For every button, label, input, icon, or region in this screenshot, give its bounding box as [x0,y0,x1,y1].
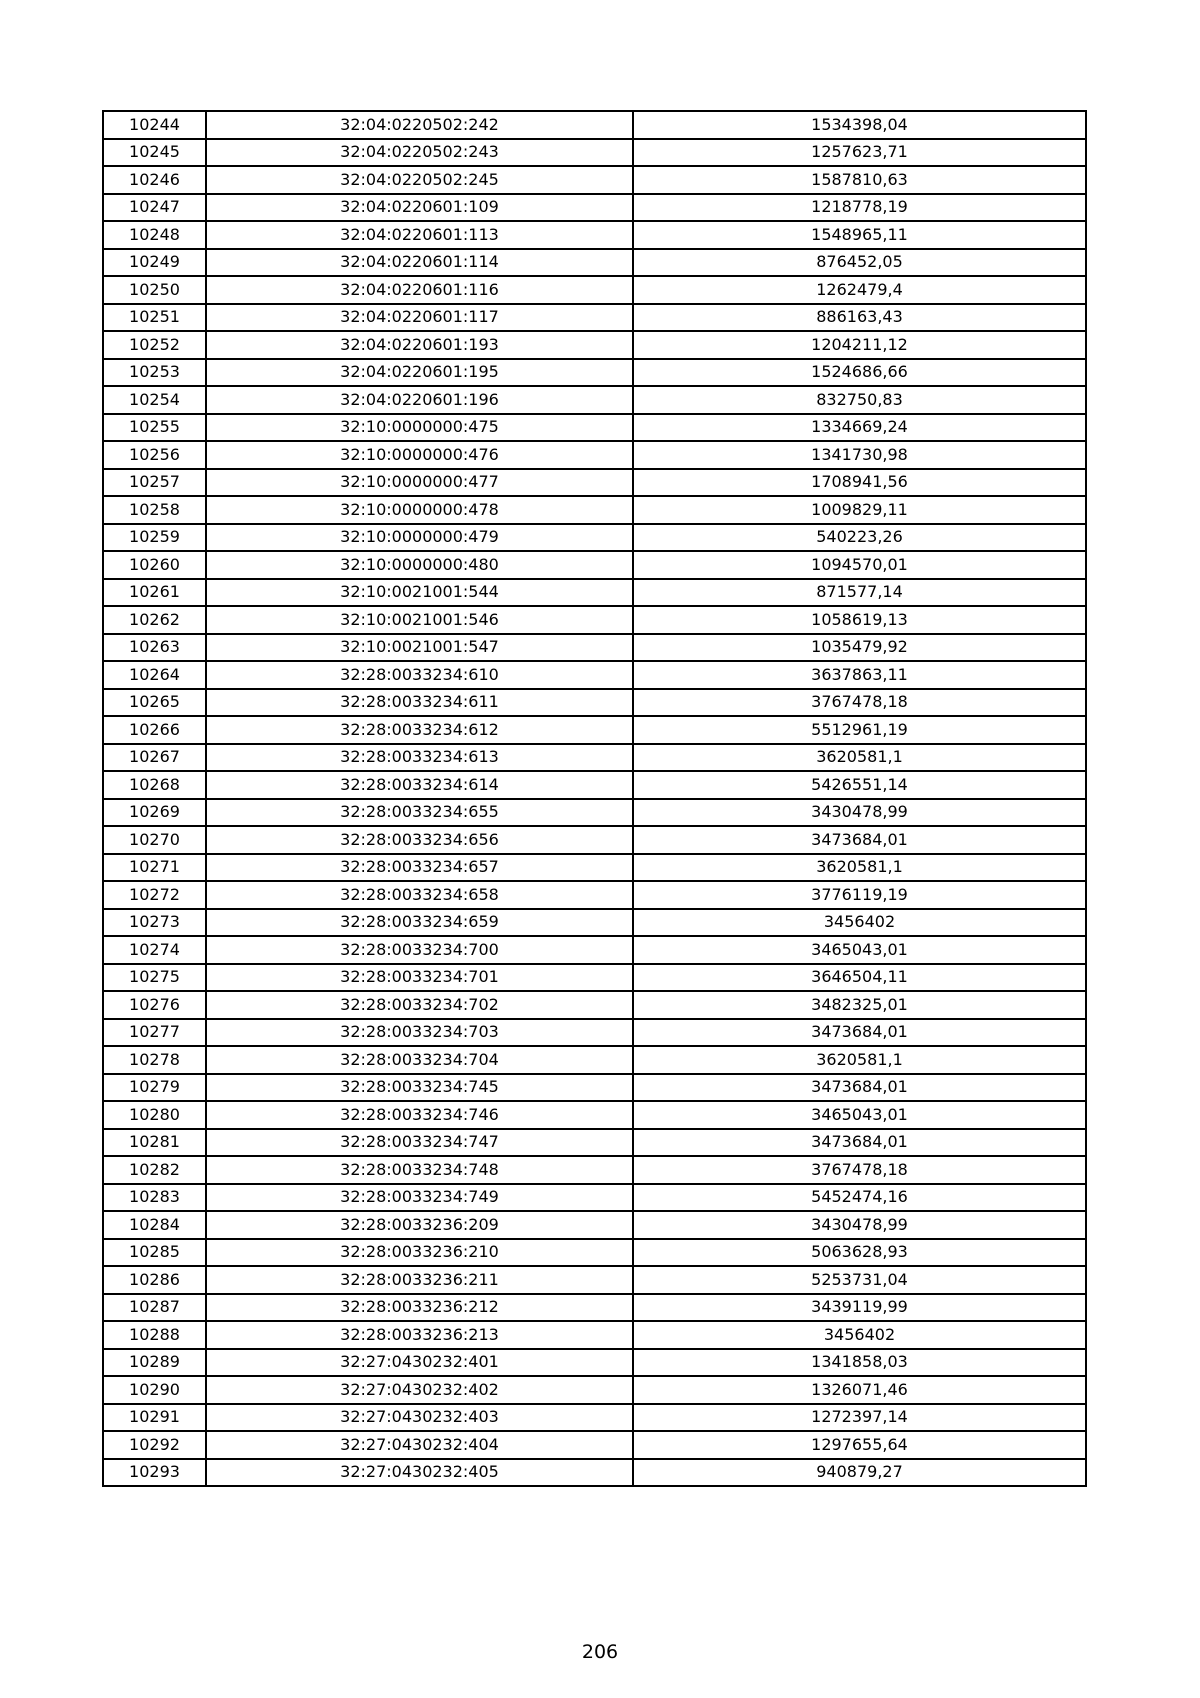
cadastral-number-cell: 32:28:0033234:745 [206,1074,633,1102]
table-row [103,111,1086,139]
value-cell: 3430478,99 [633,1211,1086,1239]
table-row [103,1156,1086,1184]
table-row [103,441,1086,469]
table-row [103,221,1086,249]
cadastral-number-cell: 32:28:0033234:701 [206,964,633,992]
row-number-cell: 10284 [103,1211,206,1239]
cadastral-number-cell: 32:04:0220502:242 [206,111,633,139]
cadastral-number-cell: 32:28:0033234:658 [206,881,633,909]
row-number-cell: 10272 [103,881,206,909]
cadastral-number-cell: 32:28:0033234:611 [206,689,633,717]
row-number-cell: 10254 [103,386,206,414]
row-number-cell: 10265 [103,689,206,717]
value-cell: 5426551,14 [633,771,1086,799]
table-row [103,1239,1086,1267]
value-cell: 1204211,12 [633,331,1086,359]
table-row [103,1294,1086,1322]
table-row [103,304,1086,332]
table-row [103,276,1086,304]
data-table [102,110,1087,1487]
row-number-cell: 10276 [103,991,206,1019]
table-row [103,1129,1086,1157]
cadastral-number-cell: 32:04:0220601:117 [206,304,633,332]
value-cell: 3439119,99 [633,1294,1086,1322]
table-row [103,1074,1086,1102]
row-number-cell: 10281 [103,1129,206,1157]
cadastral-number-cell: 32:27:0430232:401 [206,1349,633,1377]
cadastral-number-cell: 32:28:0033234:610 [206,661,633,689]
value-cell: 3465043,01 [633,936,1086,964]
table-row [103,936,1086,964]
value-cell: 1257623,71 [633,139,1086,167]
row-number-cell: 10285 [103,1239,206,1267]
table-row [103,661,1086,689]
table-row [103,414,1086,442]
cadastral-number-cell: 32:10:0021001:547 [206,634,633,662]
table-row [103,1266,1086,1294]
value-cell: 3473684,01 [633,1019,1086,1047]
cadastral-number-cell: 32:28:0033234:749 [206,1184,633,1212]
table-row [103,1046,1086,1074]
cadastral-number-cell: 32:10:0021001:544 [206,579,633,607]
table-row [103,909,1086,937]
value-cell: 3620581,1 [633,854,1086,882]
cadastral-number-cell: 32:28:0033236:212 [206,1294,633,1322]
cadastral-number-cell: 32:10:0000000:479 [206,524,633,552]
row-number-cell: 10259 [103,524,206,552]
row-number-cell: 10249 [103,249,206,277]
cadastral-number-cell: 32:28:0033234:747 [206,1129,633,1157]
row-number-cell: 10267 [103,744,206,772]
value-cell: 1009829,11 [633,496,1086,524]
cadastral-number-cell: 32:27:0430232:403 [206,1404,633,1432]
cadastral-number-cell: 32:04:0220601:193 [206,331,633,359]
cadastral-number-cell: 32:10:0021001:546 [206,606,633,634]
value-cell: 3473684,01 [633,1074,1086,1102]
row-number-cell: 10278 [103,1046,206,1074]
value-cell: 3473684,01 [633,1129,1086,1157]
cadastral-number-cell: 32:28:0033234:746 [206,1101,633,1129]
value-cell: 1058619,13 [633,606,1086,634]
row-number-cell: 10260 [103,551,206,579]
cadastral-number-cell: 32:04:0220502:243 [206,139,633,167]
cadastral-number-cell: 32:04:0220601:109 [206,194,633,222]
cadastral-number-cell: 32:10:0000000:477 [206,469,633,497]
table-row [103,551,1086,579]
table-row [103,716,1086,744]
table-row [103,1349,1086,1377]
cadastral-number-cell: 32:28:0033234:700 [206,936,633,964]
row-number-cell: 10264 [103,661,206,689]
table-row [103,606,1086,634]
value-cell: 3456402 [633,1321,1086,1349]
table-row [103,854,1086,882]
cadastral-number-cell: 32:04:0220601:113 [206,221,633,249]
row-number-cell: 10247 [103,194,206,222]
value-cell: 886163,43 [633,304,1086,332]
value-cell: 3767478,18 [633,1156,1086,1184]
value-cell: 540223,26 [633,524,1086,552]
table-row [103,359,1086,387]
row-number-cell: 10268 [103,771,206,799]
row-number-cell: 10290 [103,1376,206,1404]
cadastral-number-cell: 32:10:0000000:478 [206,496,633,524]
table-row [103,166,1086,194]
row-number-cell: 10256 [103,441,206,469]
table-row [103,331,1086,359]
row-number-cell: 10277 [103,1019,206,1047]
value-cell: 832750,83 [633,386,1086,414]
row-number-cell: 10280 [103,1101,206,1129]
row-number-cell: 10269 [103,799,206,827]
page-number: 206 [581,1641,619,1663]
value-cell: 1708941,56 [633,469,1086,497]
table-row [103,1459,1086,1487]
value-cell: 1326071,46 [633,1376,1086,1404]
table-row [103,469,1086,497]
value-cell: 1262479,4 [633,276,1086,304]
value-cell: 3620581,1 [633,744,1086,772]
cadastral-number-cell: 32:04:0220601:116 [206,276,633,304]
value-cell: 5253731,04 [633,1266,1086,1294]
row-number-cell: 10270 [103,826,206,854]
row-number-cell: 10291 [103,1404,206,1432]
row-number-cell: 10289 [103,1349,206,1377]
value-cell: 3430478,99 [633,799,1086,827]
value-cell: 3473684,01 [633,826,1086,854]
cadastral-number-cell: 32:28:0033236:209 [206,1211,633,1239]
cadastral-number-cell: 32:28:0033234:613 [206,744,633,772]
table-row [103,689,1086,717]
value-cell: 3767478,18 [633,689,1086,717]
row-number-cell: 10279 [103,1074,206,1102]
row-number-cell: 10287 [103,1294,206,1322]
value-cell: 1094570,01 [633,551,1086,579]
table-row [103,634,1086,662]
table-row [103,496,1086,524]
value-cell: 1035479,92 [633,634,1086,662]
table-row [103,964,1086,992]
value-cell: 1334669,24 [633,414,1086,442]
cadastral-number-cell: 32:28:0033236:210 [206,1239,633,1267]
row-number-cell: 10250 [103,276,206,304]
table-row [103,139,1086,167]
value-cell: 876452,05 [633,249,1086,277]
table-row [103,799,1086,827]
table-row [103,826,1086,854]
cadastral-number-cell: 32:10:0000000:475 [206,414,633,442]
row-number-cell: 10271 [103,854,206,882]
value-cell: 5063628,93 [633,1239,1086,1267]
row-number-cell: 10244 [103,111,206,139]
row-number-cell: 10261 [103,579,206,607]
table-row [103,579,1086,607]
value-cell: 3482325,01 [633,991,1086,1019]
cadastral-number-cell: 32:04:0220502:245 [206,166,633,194]
row-number-cell: 10288 [103,1321,206,1349]
row-number-cell: 10263 [103,634,206,662]
value-cell: 1587810,63 [633,166,1086,194]
row-number-cell: 10262 [103,606,206,634]
cadastral-number-cell: 32:28:0033234:659 [206,909,633,937]
table-row [103,1431,1086,1459]
value-cell: 1341730,98 [633,441,1086,469]
table-row [103,249,1086,277]
table-row [103,1376,1086,1404]
value-cell: 3776119,19 [633,881,1086,909]
table-row [103,1404,1086,1432]
cadastral-number-cell: 32:10:0000000:476 [206,441,633,469]
row-number-cell: 10286 [103,1266,206,1294]
value-cell: 5452474,16 [633,1184,1086,1212]
row-number-cell: 10245 [103,139,206,167]
table-row [103,1211,1086,1239]
row-number-cell: 10292 [103,1431,206,1459]
table-row [103,524,1086,552]
cadastral-number-cell: 32:28:0033234:748 [206,1156,633,1184]
row-number-cell: 10275 [103,964,206,992]
cadastral-number-cell: 32:27:0430232:402 [206,1376,633,1404]
value-cell: 1341858,03 [633,1349,1086,1377]
row-number-cell: 10252 [103,331,206,359]
cadastral-number-cell: 32:28:0033234:614 [206,771,633,799]
table-row [103,991,1086,1019]
cadastral-number-cell: 32:27:0430232:405 [206,1459,633,1487]
cadastral-number-cell: 32:28:0033236:213 [206,1321,633,1349]
cadastral-number-cell: 32:04:0220601:196 [206,386,633,414]
row-number-cell: 10274 [103,936,206,964]
row-number-cell: 10253 [103,359,206,387]
row-number-cell: 10282 [103,1156,206,1184]
value-cell: 3465043,01 [633,1101,1086,1129]
value-cell: 940879,27 [633,1459,1086,1487]
cadastral-number-cell: 32:28:0033234:703 [206,1019,633,1047]
row-number-cell: 10248 [103,221,206,249]
cadastral-number-cell: 32:04:0220601:114 [206,249,633,277]
value-cell: 3637863,11 [633,661,1086,689]
table-body [103,111,1086,1486]
value-cell: 871577,14 [633,579,1086,607]
row-number-cell: 10273 [103,909,206,937]
row-number-cell: 10255 [103,414,206,442]
cadastral-number-cell: 32:04:0220601:195 [206,359,633,387]
value-cell: 1218778,19 [633,194,1086,222]
value-cell: 3620581,1 [633,1046,1086,1074]
value-cell: 1524686,66 [633,359,1086,387]
table-row [103,744,1086,772]
value-cell: 1534398,04 [633,111,1086,139]
table-row [103,1321,1086,1349]
table-row [103,1101,1086,1129]
value-cell: 1548965,11 [633,221,1086,249]
value-cell: 5512961,19 [633,716,1086,744]
row-number-cell: 10251 [103,304,206,332]
cadastral-number-cell: 32:27:0430232:404 [206,1431,633,1459]
row-number-cell: 10258 [103,496,206,524]
row-number-cell: 10293 [103,1459,206,1487]
value-cell: 1297655,64 [633,1431,1086,1459]
cadastral-number-cell: 32:28:0033234:656 [206,826,633,854]
row-number-cell: 10246 [103,166,206,194]
cadastral-number-cell: 32:28:0033234:657 [206,854,633,882]
cadastral-number-cell: 32:28:0033236:211 [206,1266,633,1294]
cadastral-number-cell: 32:28:0033234:702 [206,991,633,1019]
table-row [103,386,1086,414]
table-row [103,194,1086,222]
row-number-cell: 10257 [103,469,206,497]
cadastral-number-cell: 32:28:0033234:612 [206,716,633,744]
row-number-cell: 10283 [103,1184,206,1212]
cadastral-number-cell: 32:10:0000000:480 [206,551,633,579]
table-row [103,771,1086,799]
value-cell: 3646504,11 [633,964,1086,992]
value-cell: 3456402 [633,909,1086,937]
row-number-cell: 10266 [103,716,206,744]
cadastral-number-cell: 32:28:0033234:655 [206,799,633,827]
table-row [103,1184,1086,1212]
value-cell: 1272397,14 [633,1404,1086,1432]
table-row [103,1019,1086,1047]
table-row [103,881,1086,909]
cadastral-number-cell: 32:28:0033234:704 [206,1046,633,1074]
